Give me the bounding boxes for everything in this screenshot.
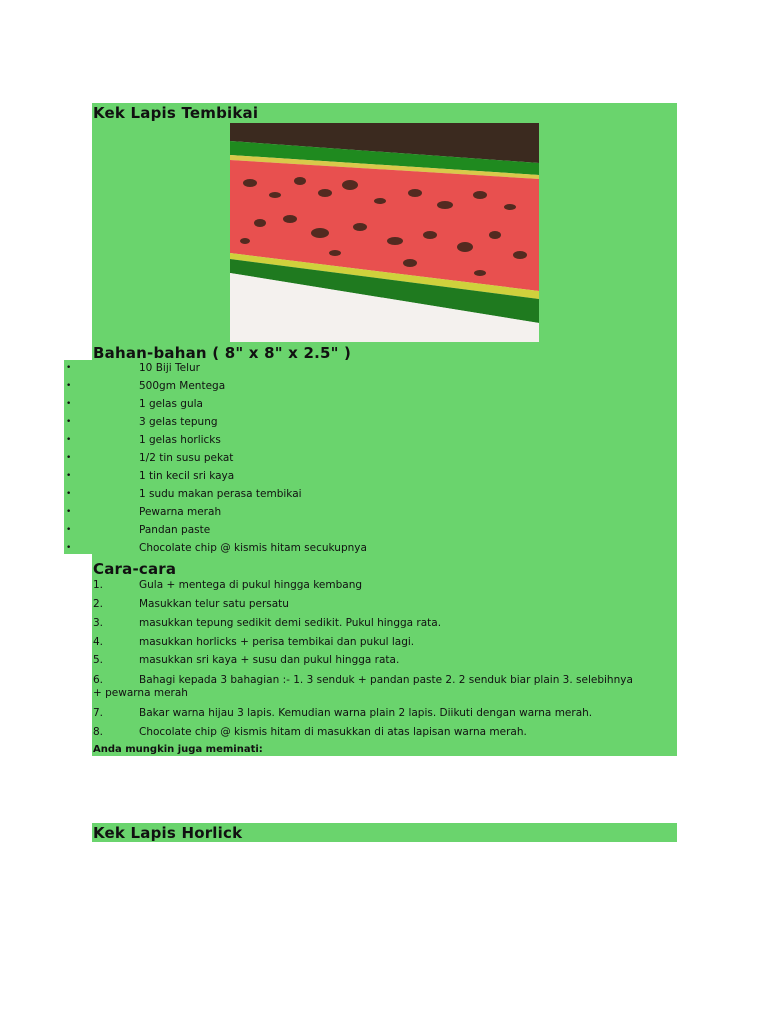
list-item [66,469,367,487]
list-item [93,617,638,636]
recipe-title: Kek Lapis Tembikai [93,104,259,122]
bullet: • [66,363,72,373]
ingredient-text: Pewarna merah [139,506,222,518]
step-text: Gula + mentega di pukul hingga kembang [139,579,363,591]
ingredient-text: 1 sudu makan perasa tembikai [139,488,302,500]
method-steps-list [93,579,638,744]
ingredient-text: 3 gelas tepung [139,416,218,428]
list-item [93,636,638,654]
step-number: 4. [93,636,104,648]
step-text: Bahagi kepada 3 bahagian :- 1. 3 senduk + pandan paste 2. 2 senduk biar plain 3. selebihnya + pewarna merah [93,674,633,699]
step-text: masukkan sri kaya + susu dan pukul hingga rata. [139,654,400,666]
bullet: • [66,507,72,517]
list-item [93,579,638,598]
list-item [66,505,367,523]
next-recipe-title[interactable]: Kek Lapis Horlick [93,824,243,842]
step-number: 7. [93,707,104,719]
list-item [66,379,367,397]
step-text: Bakar warna hijau 3 lapis. Kemudian warna plain 2 lapis. Diikuti dengan warna merah. [139,707,593,719]
ingredients-list [66,361,367,559]
ingredients-heading: Bahan-bahan ( 8" x 8" x 2.5" ) [93,344,352,362]
list-item [93,726,638,744]
related-recipes-label: Anda mungkin juga meminati: [93,744,263,755]
method-heading: Cara-cara [93,560,177,578]
list-item [66,487,367,505]
ingredient-text: 1 gelas horlicks [139,434,221,446]
step-number: 2. [93,598,104,610]
list-item [93,674,638,707]
step-text: masukkan tepung sedikit demi sedikit. Pukul hingga rata. [139,617,442,629]
step-number: 1. [93,579,104,591]
bullet: • [66,525,72,535]
list-item [66,415,367,433]
list-item [93,598,638,617]
list-item [93,707,638,726]
step-number: 8. [93,726,104,738]
bullet: • [66,399,72,409]
ingredient-text: 10 Biji Telur [139,362,200,374]
step-number: 6. [93,674,104,686]
bullet: • [66,381,72,391]
step-text: Chocolate chip @ kismis hitam di masukkan di atas lapisan warna merah. [139,726,527,738]
list-item [93,654,638,674]
bullet: • [66,453,72,463]
list-item [66,433,367,451]
step-number: 3. [93,617,104,629]
ingredient-text: Chocolate chip @ kismis hitam secukupnya [139,542,367,554]
list-item [66,451,367,469]
ingredient-text: 1/2 tin susu pekat [139,452,234,464]
step-number: 5. [93,654,104,666]
list-item [66,361,367,379]
step-text: masukkan horlicks + perisa tembikai dan pukul lagi. [139,636,415,648]
bullet: • [66,543,72,553]
bullet: • [66,435,72,445]
list-item [66,541,367,559]
bullet: • [66,489,72,499]
ingredient-text: 1 tin kecil sri kaya [139,470,235,482]
ingredient-text: 500gm Mentega [139,380,226,392]
list-item [66,397,367,415]
cake-photo [230,123,539,342]
ingredient-text: 1 gelas gula [139,398,203,410]
step-text: Masukkan telur satu persatu [139,598,289,610]
ingredient-text: Pandan paste [139,524,211,536]
bullet: • [66,417,72,427]
bullet: • [66,471,72,481]
list-item [66,523,367,541]
